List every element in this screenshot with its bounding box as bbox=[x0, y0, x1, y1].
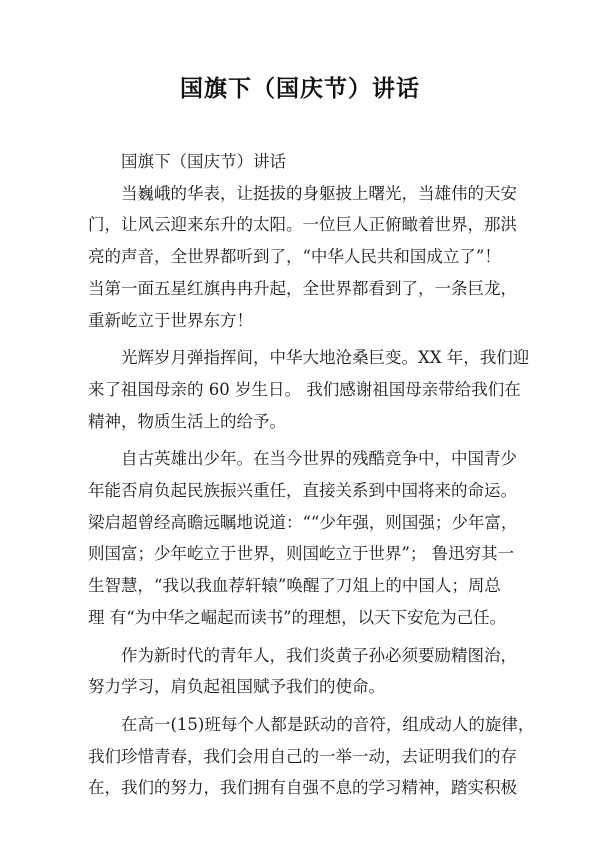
paragraph-5 bbox=[88, 709, 535, 804]
paragraph-4 bbox=[88, 640, 520, 703]
document-title: 国旗下（国庆节）讲话 bbox=[180, 75, 420, 102]
paragraph-1 bbox=[88, 178, 520, 337]
document-body bbox=[88, 146, 535, 810]
paragraph-line: 光辉岁月弹指挥间，中华大地沧桑巨变。XX 年，我们迎 bbox=[121, 348, 530, 368]
paragraph-line: 年能否肩负起民族振兴重任，直接关系到中国将来的命运。 bbox=[88, 481, 517, 501]
paragraph-line: 梁启超曾经高瞻远瞩地说道：““少年强，则国强；少年富， bbox=[88, 512, 518, 532]
paragraph-line: 在，我们的努力，我们拥有自强不息的学习精神，踏实积极 bbox=[88, 778, 517, 798]
paragraph-line: 亮的声音，全世界都听到了，“中华人民共和国成立了”！ bbox=[88, 247, 501, 267]
paragraph-line: 我们珍惜青春，我们会用自己的一举一动，去证明我们的存 bbox=[88, 746, 517, 766]
paragraph-line: 在高一(15)班每个人都是跃动的音符，组成动人的旋律， bbox=[121, 714, 535, 734]
speech-heading: 国旗下（国庆节）讲话 bbox=[121, 152, 286, 171]
paragraph-line: 自古英雄出少年。在当今世界的残酷竞争中，中国青少 bbox=[121, 449, 517, 469]
paragraph-line: 生智慧，“我以我血荐轩辕”唤醒了刀俎上的中国人；周总 bbox=[88, 576, 501, 596]
paragraph-2 bbox=[88, 342, 530, 437]
paragraph-line: 来了祖国母亲的 60 岁生日。 我们感谢祖国母亲带给我们在 bbox=[88, 379, 521, 399]
paragraph-line: 重新屹立于世界东方！ bbox=[88, 310, 253, 330]
paragraph-line: 精神，物质生活上的给予。 bbox=[88, 411, 286, 431]
paragraph-line: 理 有“为中华之崛起而读书”的理想，以天下安危为己任。 bbox=[88, 607, 507, 627]
paragraph-line: 作为新时代的青年人，我们炎黄子孙必须要励精图治， bbox=[121, 645, 517, 665]
paragraph-line: 当巍峨的华表，让挺拔的身躯披上曙光，当雄伟的天安 bbox=[121, 183, 517, 203]
paragraph-line: 当第一面五星红旗冉冉升起，全世界都看到了，一条巨龙， bbox=[88, 278, 517, 298]
paragraph-line: 努力学习，肩负起祖国赋予我们的使命。 bbox=[88, 677, 385, 697]
paragraph-3 bbox=[88, 443, 520, 633]
paragraph-line: 门，让风云迎来东升的太阳。一位巨人正俯瞰着世界，那洪 bbox=[88, 215, 517, 235]
paragraph-line: 则国富；少年屹立于世界，则国屹立于世界”； 鲁迅穷其一 bbox=[88, 544, 515, 564]
